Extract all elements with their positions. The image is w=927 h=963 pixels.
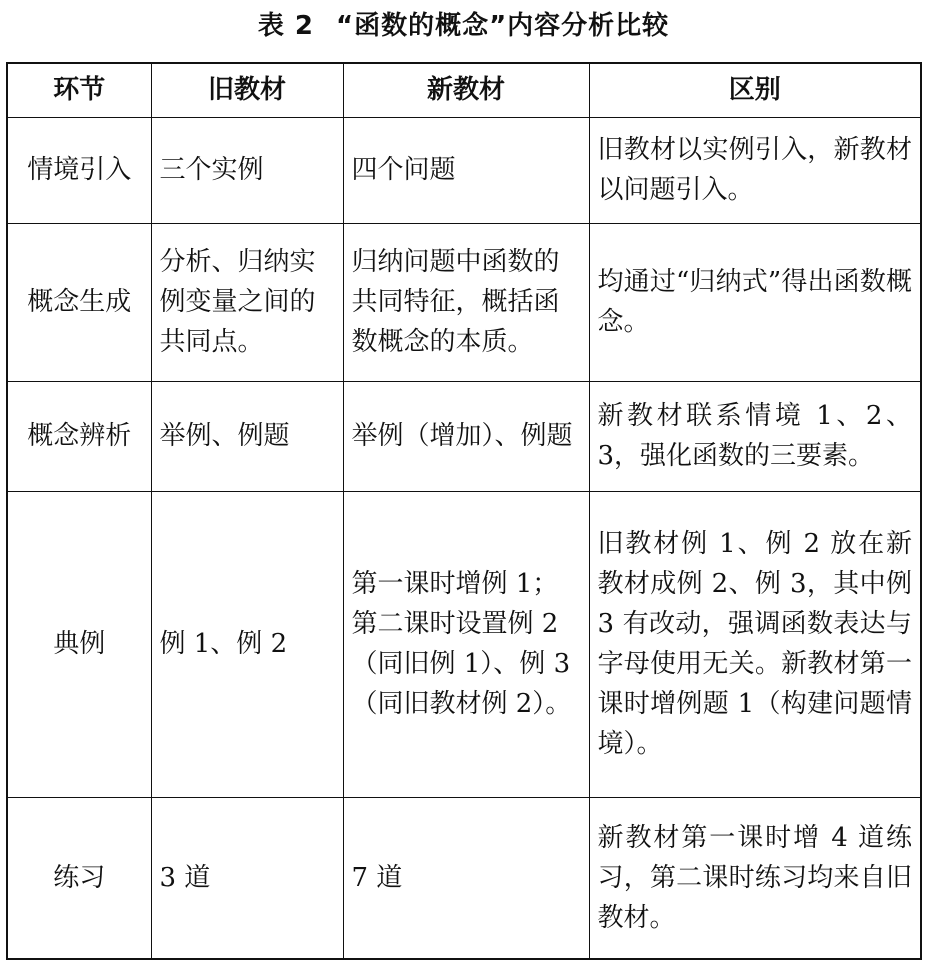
new-textbook-cell: 第一课时增例 1；第二课时设置例 2（同旧例 1）、例 3（同旧教材例 2）。 — [343, 491, 589, 797]
difference-cell: 旧教材以实例引入，新教材以问题引入。 — [589, 117, 921, 223]
table-caption — [0, 4, 927, 48]
header-row — [7, 63, 921, 117]
difference-cell: 均通过“归纳式”得出函数概念。 — [589, 223, 921, 381]
comparison-table — [6, 62, 922, 960]
new-textbook-cell: 举例（增加）、例题 — [343, 381, 589, 491]
stage-cell: 典例 — [7, 491, 151, 797]
new-textbook-cell: 归纳问题中函数的共同特征，概括函数概念的本质。 — [343, 223, 589, 381]
difference-cell: 新教材第一课时增 4 道练习，第二课时练习均来自旧教材。 — [589, 797, 921, 959]
table-row — [7, 223, 921, 381]
old-textbook-cell: 分析、归纳实例变量之间的共同点。 — [151, 223, 343, 381]
header-new-textbook: 新教材 — [343, 63, 589, 117]
difference-cell: 旧教材例 1、例 2 放在新教材成例 2、例 3，其中例 3 有改动，强调函数表达与字母使用无关。新教材第一课时增例题 1（构建问题情境）。 — [589, 491, 921, 797]
old-textbook-cell: 三个实例 — [151, 117, 343, 223]
new-textbook-cell: 四个问题 — [343, 117, 589, 223]
stage-cell: 概念辨析 — [7, 381, 151, 491]
old-textbook-cell: 例 1、例 2 — [151, 491, 343, 797]
old-textbook-cell: 举例、例题 — [151, 381, 343, 491]
new-textbook-cell: 7 道 — [343, 797, 589, 959]
difference-cell: 新教材联系情境 1、2、3，强化函数的三要素。 — [589, 381, 921, 491]
header-old-textbook: 旧教材 — [151, 63, 343, 117]
table-row — [7, 117, 921, 223]
table-row — [7, 381, 921, 491]
stage-cell: 情境引入 — [7, 117, 151, 223]
old-textbook-cell: 3 道 — [151, 797, 343, 959]
header-difference: 区别 — [589, 63, 921, 117]
stage-cell: 概念生成 — [7, 223, 151, 381]
stage-cell: 练习 — [7, 797, 151, 959]
table-title: “函数的概念”内容分析比较 — [335, 11, 670, 41]
table-number: 表 2 — [257, 11, 314, 41]
header-stage: 环节 — [7, 63, 151, 117]
table-row — [7, 797, 921, 959]
table-row — [7, 491, 921, 797]
